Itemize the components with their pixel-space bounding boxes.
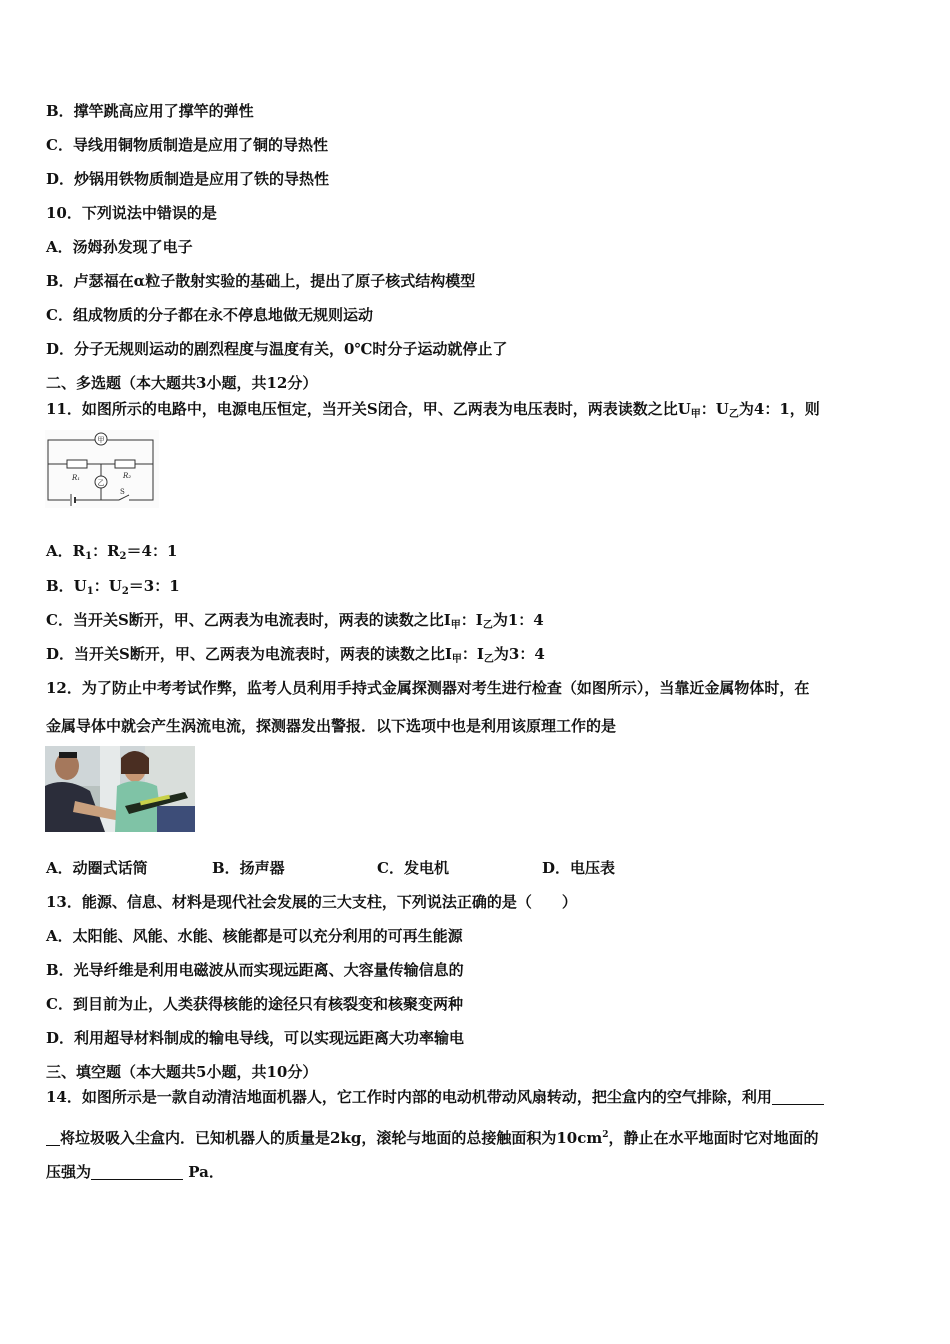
q14-line-3: 压强为 Pa． bbox=[46, 1163, 224, 1181]
q13-option-c: C．到目前为止，人类获得核能的途径只有核裂变和核聚变两种 bbox=[46, 995, 463, 1013]
q11-option-a: A．$R_1$：$R_2=4$：1 bbox=[46, 542, 178, 562]
q12-option-c: C．发电机 bbox=[377, 859, 449, 877]
q10-stem: 10．下列说法中错误的是 bbox=[46, 204, 217, 222]
q11-option-c: C．当开关S断开，甲、乙两表为电流表时，两表的读数之比$I_甲$：$I_乙$为1：4 bbox=[46, 611, 544, 631]
q13-option-a: A．太阳能、风能、水能、核能都是可以充分利用的可再生能源 bbox=[46, 927, 463, 945]
q10-option-d: D．分子无规则运动的剧烈程度与温度有关，0℃时分子运动就停止了 bbox=[46, 340, 508, 358]
q10-option-a: A．汤姆孙发现了电子 bbox=[46, 238, 193, 256]
q12-option-d: D．电压表 bbox=[542, 859, 616, 877]
q12-stem-line-2: 金属导体中就会产生涡流电流，探测器发出警报．以下选项中也是利用该原理工作的是 bbox=[46, 717, 617, 735]
meter-yi-label: 乙 bbox=[97, 479, 105, 487]
q11-option-b: B．$U_1$：$U_2=3$：1 bbox=[46, 577, 180, 597]
q14-blank-2[interactable] bbox=[91, 1165, 183, 1180]
q13-option-d: D．利用超导材料制成的输电导线，可以实现远距离大功率输电 bbox=[46, 1029, 465, 1047]
q11-stem: 11．如图所示的电路中，电源电压恒定，当开关S闭合，甲、乙两表为电压表时，两表读数之比$U_甲$：$U_乙$为4：1，则 bbox=[46, 400, 820, 420]
q12-stem-line-1: 12．为了防止中考考试作弊，监考人员利用手持式金属探测器对考生进行检查（如图所示），当靠近金属物体时，在 bbox=[46, 679, 810, 697]
q14-line-2: 将垃圾吸入尘盒内．已知机器人的质量是2kg，滚轮与地面的总接触面积为$10cm^2$，静止在水平地面时它对地面的 bbox=[46, 1125, 818, 1148]
q12-options bbox=[46, 858, 746, 878]
section-2-heading: 二、多选题（本大题共3小题，共12分） bbox=[46, 374, 318, 392]
r1-label: R₁ bbox=[72, 474, 81, 482]
r2-label: R₂ bbox=[123, 472, 132, 480]
q11-option-d: D．当开关S断开，甲、乙两表为电流表时，两表的读数之比$I_甲$：$I_乙$为3：4 bbox=[46, 645, 545, 665]
q10-option-c: C．组成物质的分子都在永不停息地做无规则运动 bbox=[46, 306, 373, 324]
q12-option-b: B．扬声器 bbox=[212, 859, 285, 877]
q9-option-c: C．导线用铜物质制造是应用了铜的导热性 bbox=[46, 136, 328, 154]
q14-line-1: 14．如图所示是一款自动清洁地面机器人，它工作时内部的电动机带动风扇转动，把尘盒内的空气排除，利用 bbox=[46, 1087, 824, 1107]
q9-option-b: B．撑竿跳高应用了撑竿的弹性 bbox=[46, 102, 254, 120]
q14-blank-1-continued[interactable] bbox=[46, 1131, 60, 1146]
q14-blank-1[interactable] bbox=[772, 1090, 824, 1105]
q13-option-b: B．光导纤维是利用电磁波从而实现远距离、大容量传输信息的 bbox=[46, 961, 464, 979]
metal-detector-photo bbox=[45, 746, 195, 832]
circuit-diagram bbox=[45, 430, 159, 508]
q9-option-d: D．炒锅用铁物质制造是应用了铁的导热性 bbox=[46, 170, 330, 188]
q10-option-b: B．卢瑟福在α粒子散射实验的基础上，提出了原子核式结构模型 bbox=[46, 272, 476, 290]
q13-stem: 13．能源、信息、材料是现代社会发展的三大支柱，下列说法正确的是（ ） bbox=[46, 893, 577, 911]
q12-option-a: A．动圈式话筒 bbox=[46, 859, 148, 877]
meter-jia-label: 甲 bbox=[97, 436, 105, 444]
section-3-heading: 三、填空题（本大题共5小题，共10分） bbox=[46, 1063, 318, 1081]
switch-label: S bbox=[120, 488, 125, 496]
